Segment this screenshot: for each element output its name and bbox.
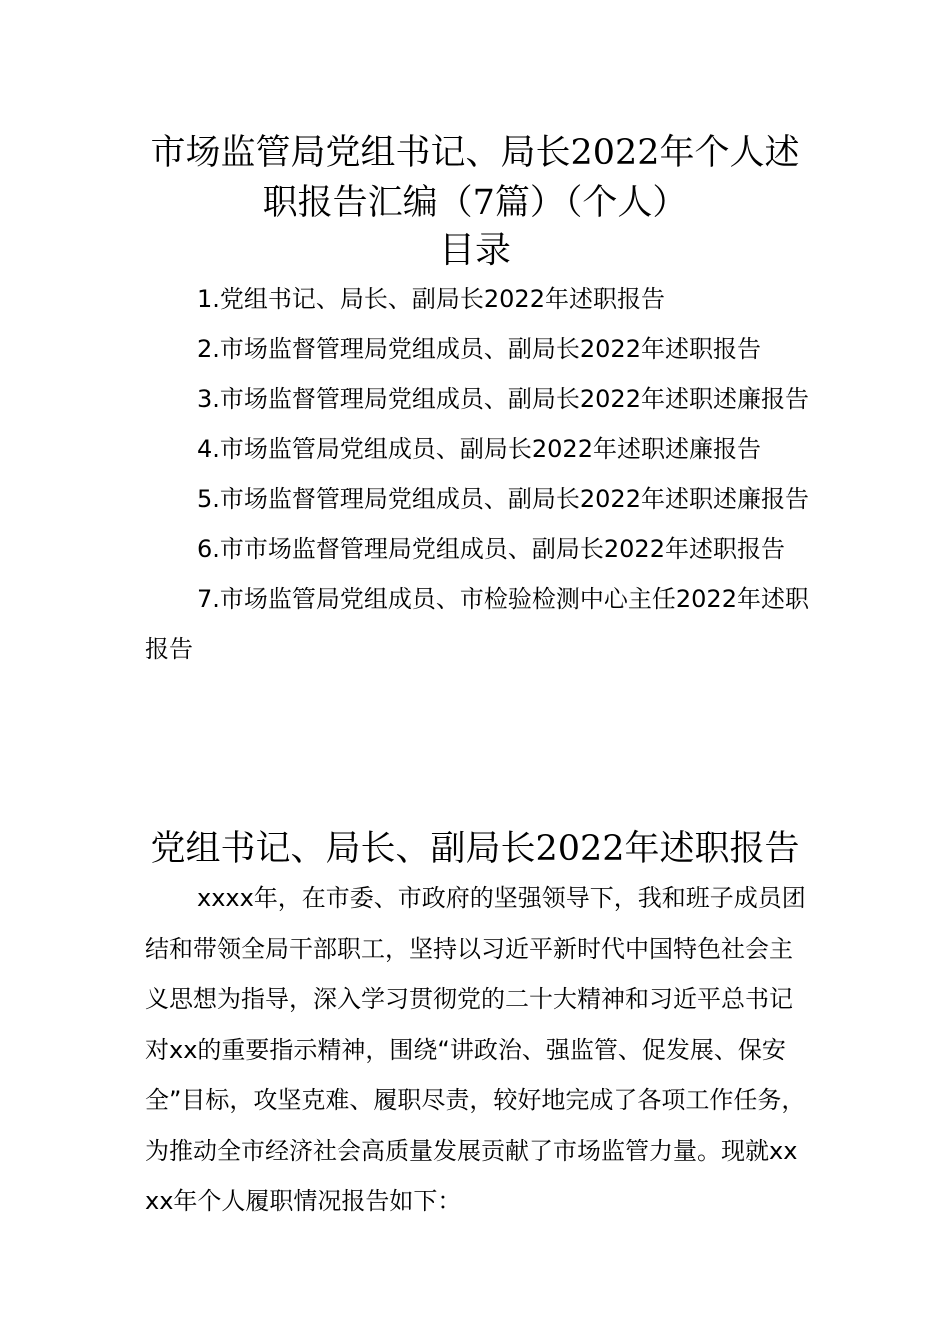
- toc-item: 2.市场监督管理局党组成员、副局长2022年述职报告: [197, 335, 761, 363]
- section-heading: 党组书记、局长、副局长2022年述职报告: [150, 829, 800, 869]
- toc-item: 4.市场监管局党组成员、副局长2022年述职述廉报告: [197, 435, 761, 463]
- document-title-line-2: 职报告汇编（7篇）（个人）: [262, 183, 688, 223]
- document-title: [130, 128, 820, 228]
- toc-heading: 目录: [438, 230, 511, 271]
- toc-item: 1.党组书记、局长、副局长2022年述职报告: [197, 285, 665, 313]
- toc-item: 6.市市场监督管理局党组成员、副局长2022年述职报告: [197, 535, 785, 563]
- toc-item: 7.市场监管局党组成员、市检验检测中心主任2022年述职报告: [145, 585, 809, 663]
- document-title-line-1: 市场监管局党组书记、局长2022年个人述: [150, 133, 800, 173]
- toc-item: 5.市场监督管理局党组成员、副局长2022年述职述廉报告: [197, 485, 809, 513]
- table-of-contents: [145, 274, 810, 674]
- toc-item: 3.市场监督管理局党组成员、副局长2022年述职述廉报告: [197, 385, 809, 413]
- body-paragraph: xxxx年，在市委、市政府的坚强领导下，我和班子成员团结和带领全局干部职工，坚持以习近平新时代中国特色社会主义思想为指导，深入学习贯彻党的二十大精神和习近平总书记对xx的重要指示精神，围绕“讲政治、强监管、促发展、保安全”目标，攻坚克难、履职尽责，较好地完成了各项工作任务，为推动全市经济社会高质量发展贡献了市场监管力量。现就xxxx年个人履职情况报告如下：: [145, 884, 806, 1215]
